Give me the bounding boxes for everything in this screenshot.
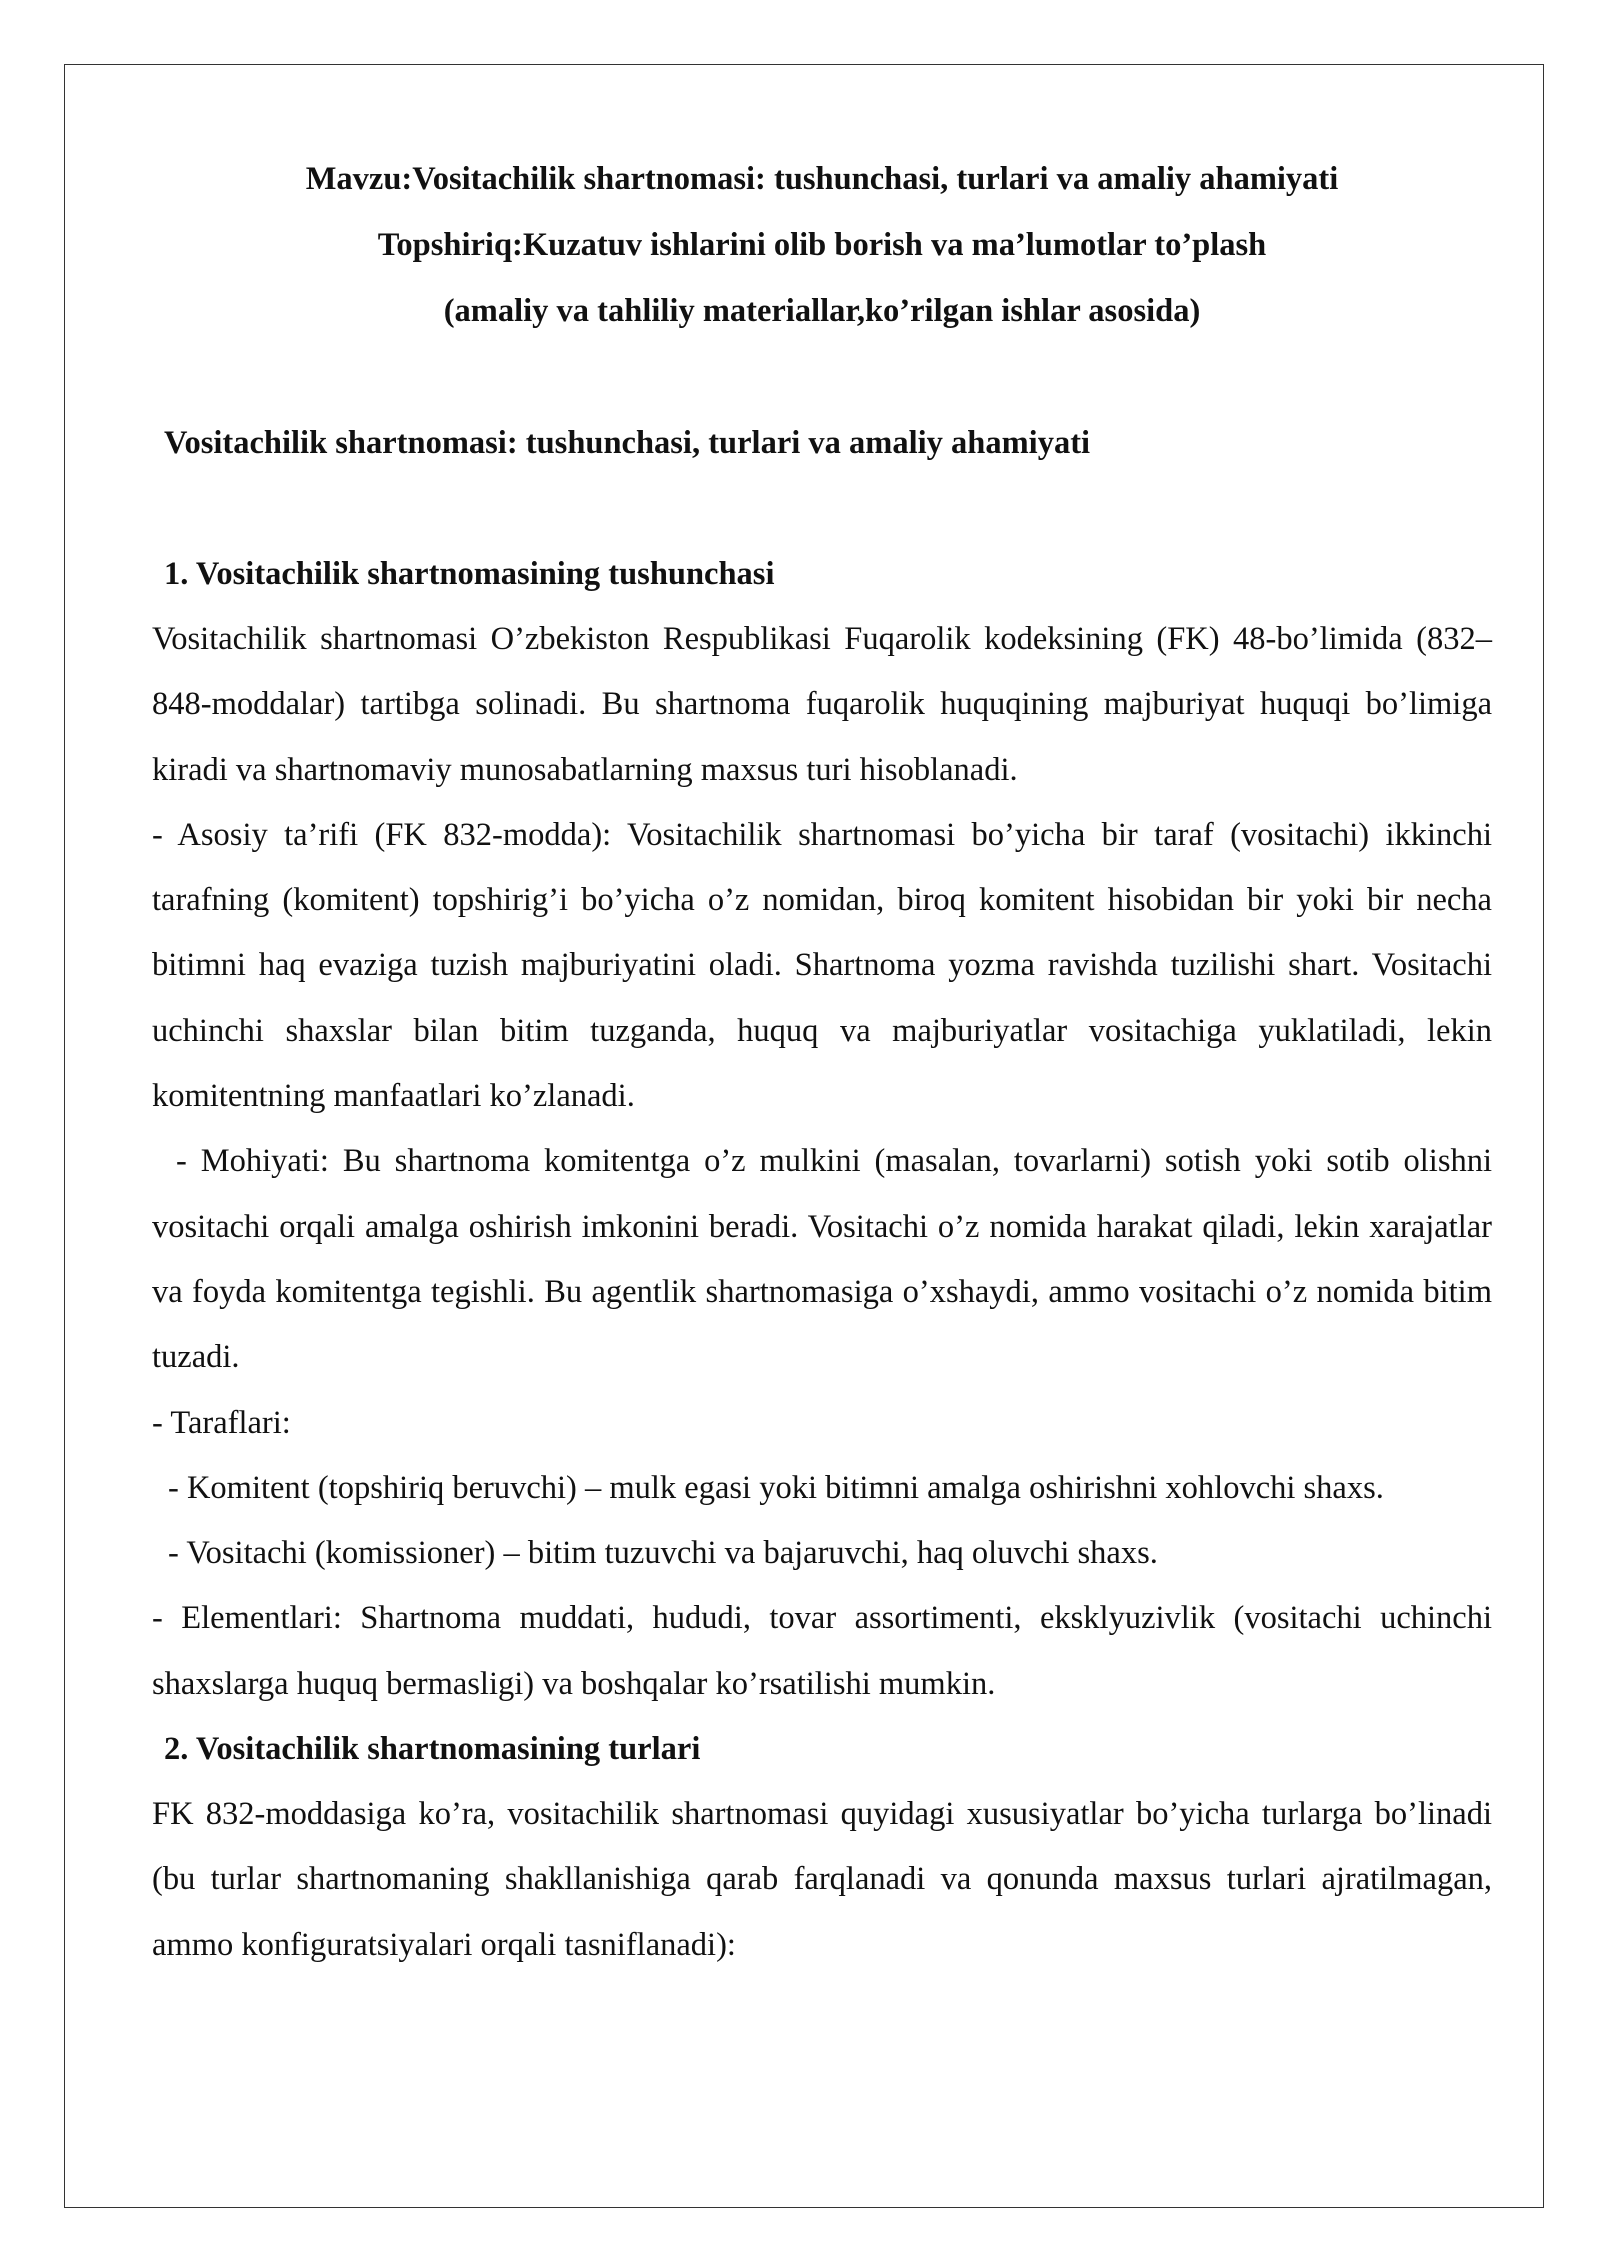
party-commissioner: - Vositachi (komissioner) – bitim tuzuvchi va bajaruvchi, haq oluvchi shaxs. <box>168 1535 1158 1572</box>
section-2-paragraph: FK 832-moddasiga ko’ra, vositachilik shartnomasi quyidagi xususiyatlar bo’yicha turlarga bo’linadi (bu turlar shartnomaning shakllanishiga qarab farqlanadi va qonunda maxsus turlari ajratilmagan, ammo konfiguratsiyalari orqali tasniflanadi): <box>152 1796 1492 1963</box>
document-subtitle: Vositachilik shartnomasi: tushunchasi, turlari va amaliy ahamiyati <box>164 425 1091 461</box>
elements-paragraph: - Elementlari: Shartnoma muddati, hududi, tovar assortimenti, eksklyuzivlik (vositachi uchinchi shaxslarga huquq bermasligi) va boshqalar ko’rsatilishi mumkin. <box>152 1600 1492 1702</box>
task-note: (amaliy va tahliliy materiallar,ko’rilgan ishlar asosida) <box>443 293 1201 329</box>
section-1-heading: 1. Vositachilik shartnomasining tushunchasi <box>164 556 775 592</box>
essence-paragraph: - Mohiyati: Bu shartnoma komitentga o’z mulkini (masalan, tovarlarni) sotish yoki sotib olishni vositachi orqali amalga oshirish imkonini beradi. Vositachi o’z nomida harakat qiladi, lekin xarajatlar va foyda komitentga tegishli. Bu agentlik shartnomasiga o’xshaydi, ammo vositachi o’z nomida bitim tuzadi. <box>152 1143 1492 1376</box>
document-body <box>152 146 1492 1978</box>
topic-heading: Mavzu:Vositachilik shartnomasi: tushunchasi, turlari va amaliy ahamiyati <box>305 161 1339 197</box>
section-1-paragraph: Vositachilik shartnomasi O’zbekiston Respublikasi Fuqarolik kodeksining (FK) 48-bo’limida (832–848-moddalar) tartibga solinadi. Bu shartnoma fuqarolik huquqining majburiyat huquqi bo’limiga kiradi va shartnomaviy munosabatlarning maxsus turi hisoblanadi. <box>152 621 1492 788</box>
definition-paragraph: - Asosiy ta’rifi (FK 832-modda): Vositachilik shartnomasi bo’yicha bir taraf (vositachi) ikkinchi tarafning (komitent) topshirig’i bo’yicha o’z nomidan, biroq komitent hisobidan bir yoki bir necha bitimni haq evaziga tuzish majburiyatini oladi. Shartnoma yozma ravishda tuzilishi shart. Vositachi uchinchi shaxslar bilan bitim tuzganda, huquq va majburiyatlar vositachiga yuklatiladi, lekin komitentning manfaatlari ko’zlanadi. <box>152 816 1492 1115</box>
party-committent: - Komitent (topshiriq beruvchi) – mulk egasi yoki bitimni amalga oshirishni xohlovchi shaxs. <box>168 1469 1384 1506</box>
section-2-heading: 2. Vositachilik shartnomasining turlari <box>164 1731 701 1768</box>
parties-label: - Taraflari: <box>152 1404 291 1441</box>
task-heading: Topshiriq:Kuzatuv ishlarini olib borish va ma’lumotlar to’plash <box>377 227 1267 263</box>
